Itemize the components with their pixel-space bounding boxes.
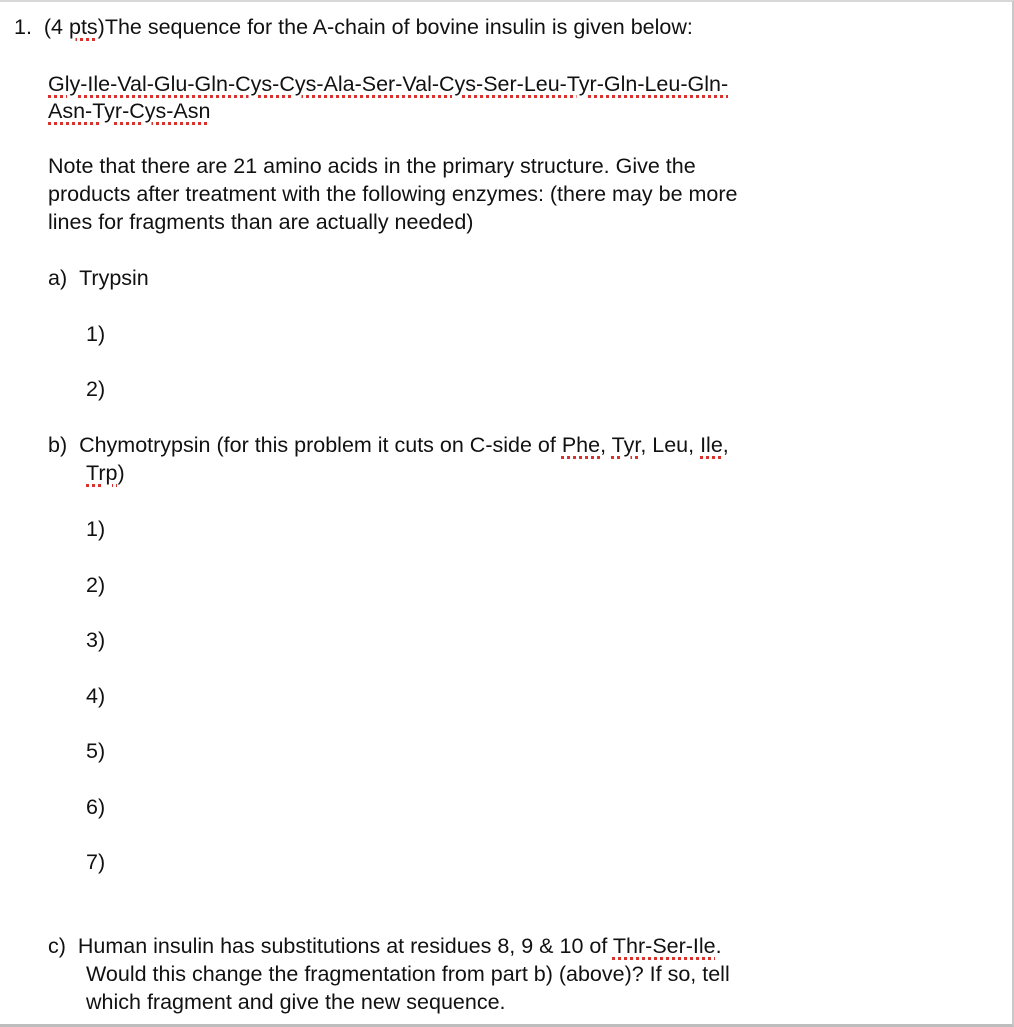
part-a-line-2: 2) [86,377,106,401]
part-c-line-2: Would this change the fragmentation from part b) (above)? If so, tell [86,962,730,986]
part-b-line-2: 2) [86,573,106,597]
note-line-2: products after treatment with the following enzymes: (there may be more [48,182,738,206]
part-b-line-3: 3) [86,628,106,652]
separator: , Leu, [640,433,701,457]
part-c-text: Human insulin has substitutions at residues 8, 9 & 10 of [77,934,613,958]
part-b-line-6: 6) [86,795,106,819]
thr-ser-ile: Thr-Ser-Ile [612,934,716,958]
part-a-line-1: 1) [86,322,106,346]
part-b-heading-cont [86,459,125,487]
part-b-title: Chymotrypsin (for this problem it cuts on C-side of [79,433,562,457]
pts-word: pts [68,15,98,39]
note-line-1: Note that there are 21 amino acids in the primary structure. Give the [48,154,696,178]
part-c-label: c) [48,934,66,958]
phe-word: Phe [561,433,601,457]
question-intro: )The sequence for the A-chain of bovine insulin is given below: [97,15,693,39]
part-b-label: b) [48,433,68,457]
separator: , [600,433,612,457]
part-c-line-1 [48,932,722,960]
question-number: 1. [14,15,32,39]
part-b-line-5: 5) [86,739,106,763]
part-a-heading [48,264,149,292]
sequence-line-1: Gly-Ile-Val-Glu-Gln-Cys-Cys-Ala-Ser-Val-Cys-Ser-Leu-Tyr-Gln-Leu-Gln- [48,72,729,96]
ile-word: Ile [700,433,723,457]
period: . [715,934,722,958]
part-b-line-4: 4) [86,684,106,708]
separator: , [722,433,729,457]
close-paren: ) [117,461,125,485]
part-a-label: a) [48,266,68,290]
part-b-line-1: 1) [86,517,106,541]
trp-word: Trp [86,461,118,485]
note-line-3: lines for fragments than are actually needed) [48,210,474,234]
points: (4 [43,15,69,39]
tyr-word: Tyr [611,433,641,457]
question-header [14,13,693,41]
part-a-title: Trypsin [79,266,149,290]
part-b-line-7: 7) [86,850,106,874]
part-b-heading [48,431,729,459]
part-c-line-3: which fragment and give the new sequence. [86,990,506,1014]
sequence-line-2: Asn-Tyr-Cys-Asn [48,99,211,123]
